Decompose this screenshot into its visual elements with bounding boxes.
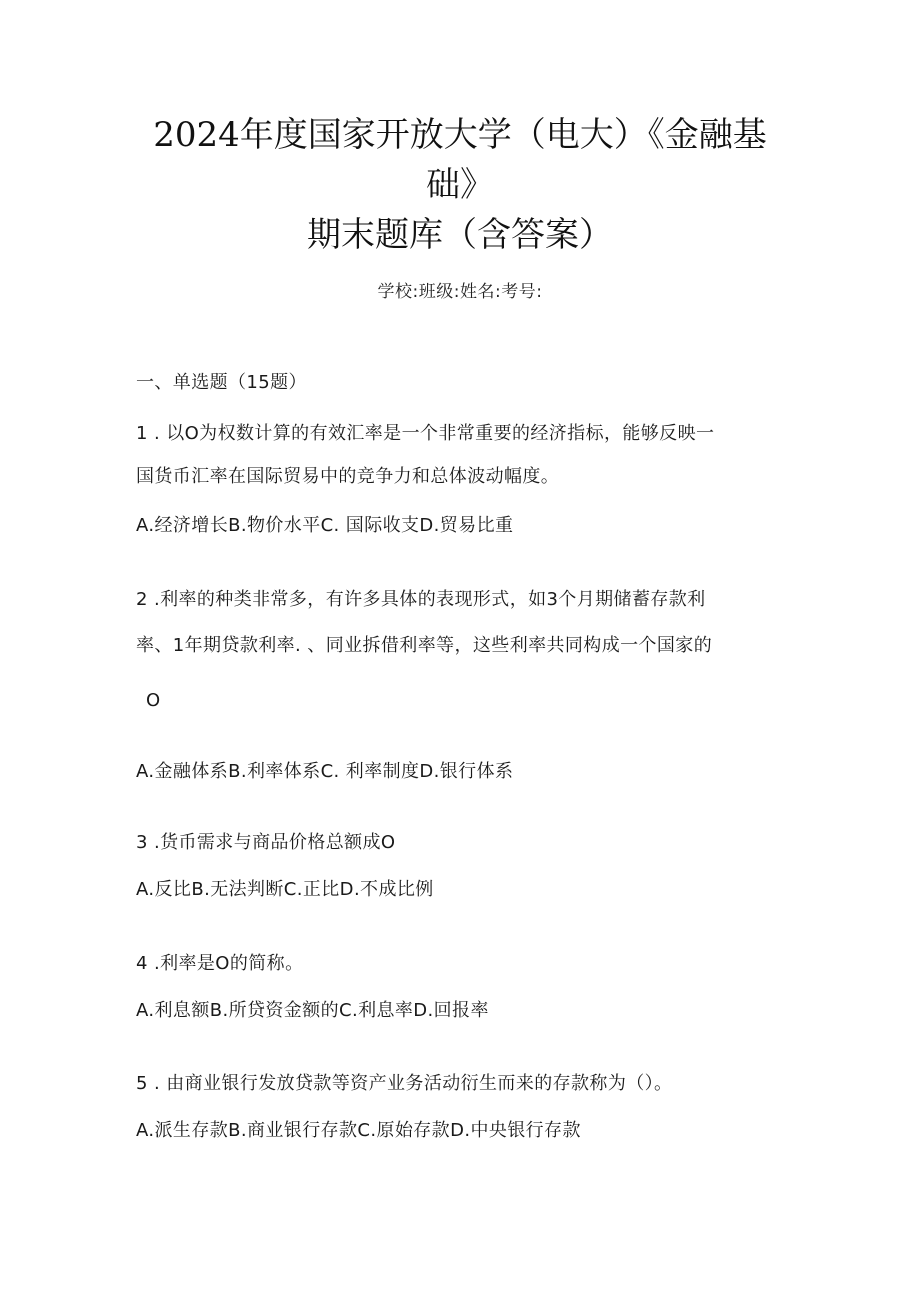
question-3-options: A.反比B.无法判断C.正比D.不成比例: [136, 879, 434, 900]
question-4-options: A.利息额B.所贷资金额的C.利息率D.回报率: [136, 1000, 489, 1021]
student-info-line: 学校:班级:姓名:考号:: [377, 282, 543, 302]
question-1-stem-line-2: 国货币汇率在国际贸易中的竞争力和总体波动幅度。: [136, 466, 560, 487]
question-2-options: A.金融体系B.利率体系C. 利率制度D.银行体系: [136, 761, 514, 782]
question-5-stem-line-1: 5 . 由商业银行发放贷款等资产业务活动衍生而来的存款称为（）。: [136, 1073, 673, 1094]
document-title-line-2: 础》: [426, 165, 494, 205]
question-2-stem-line-1: 2 .利率的种类非常多，有许多具体的表现形式，如3个月期储蓄存款利: [136, 589, 706, 610]
question-5-options: A.派生存款B.商业银行存款C.原始存款D.中央银行存款: [136, 1120, 581, 1141]
question-2-stem-line-3: O: [146, 690, 161, 711]
document-title-line-3: 期末题库（含答案）: [307, 215, 613, 255]
document-title-line-1: 2024年度国家开放大学（电大）《金融基: [153, 115, 767, 155]
section-heading: 一、单选题（15题）: [136, 372, 307, 393]
question-3-stem-line-1: 3 .货币需求与商品价格总额成O: [136, 832, 396, 853]
question-2-stem-line-2: 率、1年期贷款利率. 、同业拆借利率等，这些利率共同构成一个国家的: [136, 635, 713, 656]
question-1-stem-line-1: 1 . 以O为权数计算的有效汇率是一个非常重要的经济指标，能够反映一: [136, 423, 715, 444]
question-1-options: A.经济增长B.物价水平C. 国际收支D.贸易比重: [136, 515, 514, 536]
question-4-stem-line-1: 4 .利率是O的简称。: [136, 953, 304, 974]
